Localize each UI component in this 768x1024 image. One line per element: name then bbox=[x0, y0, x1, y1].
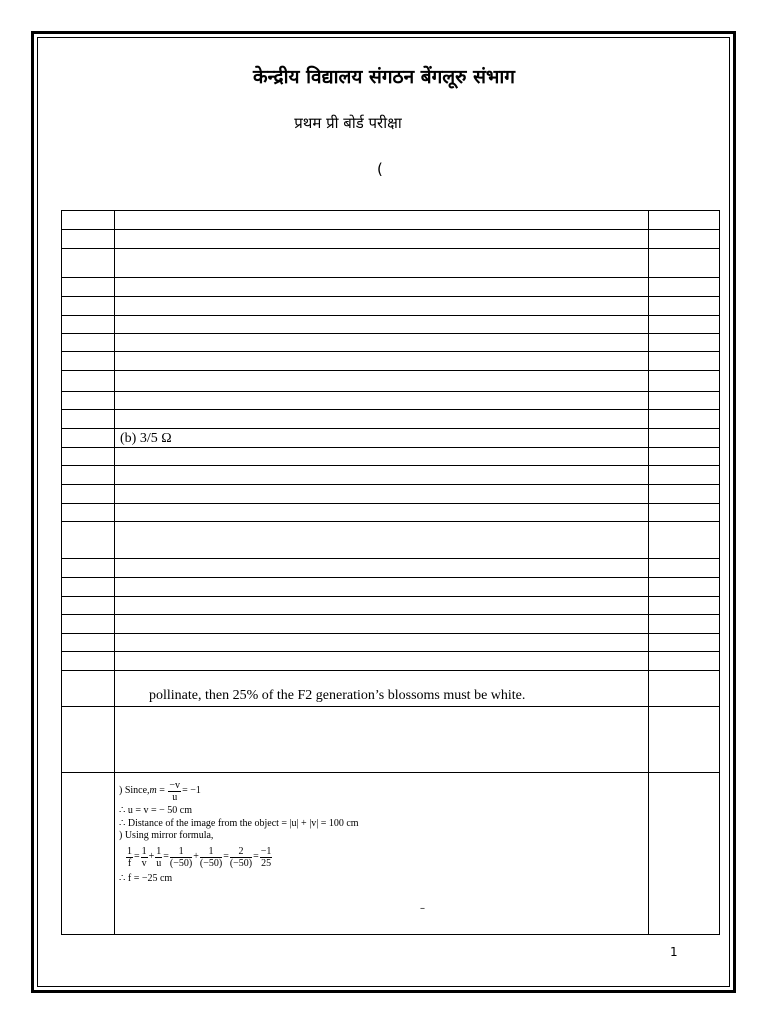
table-row bbox=[62, 211, 720, 230]
table-row bbox=[62, 578, 720, 597]
fraction: $\frac{-v}{u}$ bbox=[169, 779, 181, 803]
solution-line-mirror-formula: $\frac{1}{f}$ = $\frac{1}{v}$ + $\frac{1}{u}$ = $\frac{1}{(-50)}$ + $\frac{1}{(-50)}$ = $\frac{2}{(-50)}$ = $\frac{-1}{25}$ bbox=[127, 846, 272, 869]
table-row bbox=[62, 278, 720, 297]
solution-line-magnification: ) Since, m = $\frac{-v}{u}$ = −1 bbox=[119, 779, 201, 803]
table-row bbox=[62, 634, 720, 652]
answer-q12: (b) 3/5 Ω bbox=[120, 431, 172, 446]
table-row bbox=[62, 448, 720, 466]
table-row bbox=[62, 485, 720, 504]
table-row bbox=[62, 504, 720, 522]
table-row bbox=[62, 671, 720, 707]
mirror-solution bbox=[115, 773, 648, 885]
table-row bbox=[62, 466, 720, 485]
table-row bbox=[62, 371, 720, 392]
answer-pollinate: pollinate, then 25% of the F2 generation’s blossoms must be white. bbox=[149, 688, 526, 703]
table-row bbox=[62, 707, 720, 773]
table-row bbox=[62, 410, 720, 429]
page-title: केन्द्रीय विद्यालय संगठन बेंगलूरु संभाग bbox=[253, 66, 515, 88]
table-row bbox=[62, 249, 720, 278]
table-row bbox=[62, 597, 720, 615]
table-row bbox=[62, 652, 720, 671]
table-row bbox=[62, 429, 720, 448]
solution-line-formula-intro: ) Using mirror formula, bbox=[119, 830, 214, 841]
page-number: 1 bbox=[670, 945, 678, 959]
table-row bbox=[62, 230, 720, 249]
table-row bbox=[62, 615, 720, 634]
table-row bbox=[62, 352, 720, 371]
paren-text: ( bbox=[377, 160, 383, 178]
answer-key-table bbox=[61, 210, 720, 935]
table-row bbox=[62, 522, 720, 559]
solution-line-focal-length: ∴ f = −25 cm bbox=[119, 872, 173, 884]
table-row bbox=[62, 334, 720, 352]
table-row bbox=[62, 297, 720, 316]
table-row bbox=[62, 316, 720, 334]
table-row bbox=[62, 773, 720, 935]
dash-mark: – bbox=[420, 903, 425, 914]
exam-subtitle: प्रथम प्री बोर्ड परीक्षा bbox=[294, 114, 402, 132]
solution-line-uv: ∴ u = v = − 50 cm bbox=[119, 805, 192, 816]
table-row bbox=[62, 559, 720, 578]
solution-line-distance: ∴ Distance of the image from the object = |u| + |v| = 100 cm bbox=[119, 817, 359, 829]
table-row bbox=[62, 392, 720, 410]
